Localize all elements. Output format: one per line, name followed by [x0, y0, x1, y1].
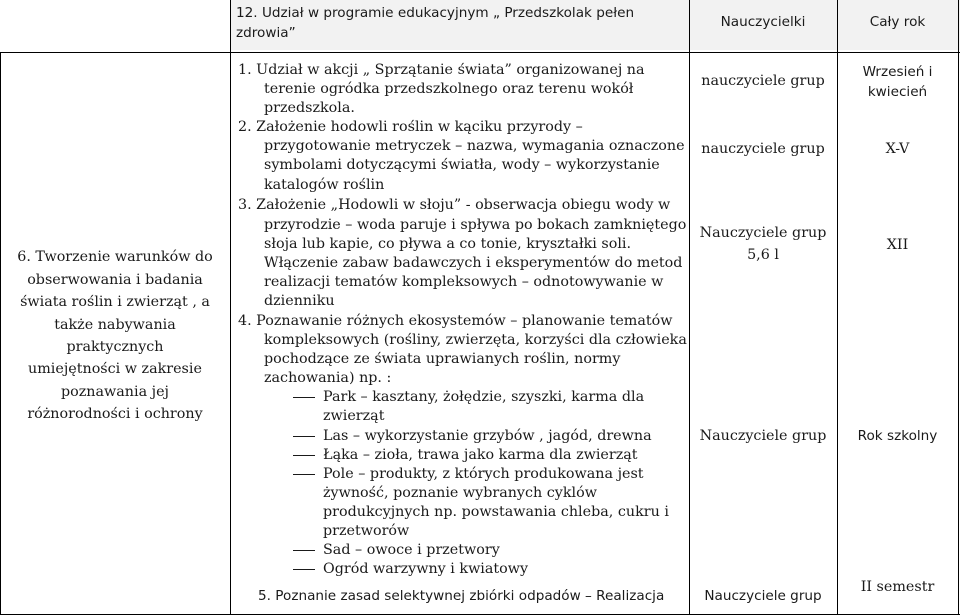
when-task-3: XII: [886, 237, 909, 253]
when-task-2: X-V: [885, 141, 910, 157]
row-divider-top: [0, 52, 960, 53]
list-item: Park – kasztany, żołędzie, szyszki, karma dla: [293, 388, 644, 407]
list-item: Pole – produkty, z których produkowana jest: [293, 465, 644, 484]
who-task-1: nauczyciele grup: [701, 73, 825, 89]
top-row-task-line-2: zdrowia”: [236, 25, 296, 41]
top-row-who: Nauczycielki: [720, 14, 806, 30]
top-row-when: Cały rok: [869, 14, 926, 30]
who-task-2: nauczyciele grup: [701, 141, 825, 157]
who-task-3-line-2: 5,6 l: [747, 247, 779, 263]
col-divider-left: [0, 52, 1, 615]
when-task-4: Rok szkolny: [857, 428, 938, 444]
list-item: Sad – owoce i przetwory: [293, 541, 500, 560]
who-task-3-line-1: Nauczyciele grup: [699, 225, 827, 241]
col-divider-right: [958, 0, 959, 615]
task-5: 5. Poznanie zasad selektywnej zbiórki odpadów – Realizacja: [258, 588, 665, 604]
when-task-5: II semestr: [860, 579, 935, 595]
list-item: Łąka – zioła, trawa jako karma dla zwierząt: [293, 446, 638, 465]
who-task-4: Nauczyciele grup: [699, 428, 827, 444]
list-item: Las – wykorzystanie grzybów , jagód, drewna: [293, 427, 652, 446]
col-divider-2: [689, 0, 690, 615]
when-task-1-line-2: kwiecień: [867, 84, 928, 100]
when-task-1-line-1: Wrzesień i: [862, 64, 933, 80]
who-task-5: Nauczyciele grup: [704, 588, 822, 604]
list-item: Ogród warzywny i kwiatowy: [293, 560, 528, 579]
col-divider-1: [230, 0, 231, 615]
top-row-task-line-1: 12. Udział w programie edukacyjnym „ Przedszkolak pełen: [236, 5, 635, 21]
